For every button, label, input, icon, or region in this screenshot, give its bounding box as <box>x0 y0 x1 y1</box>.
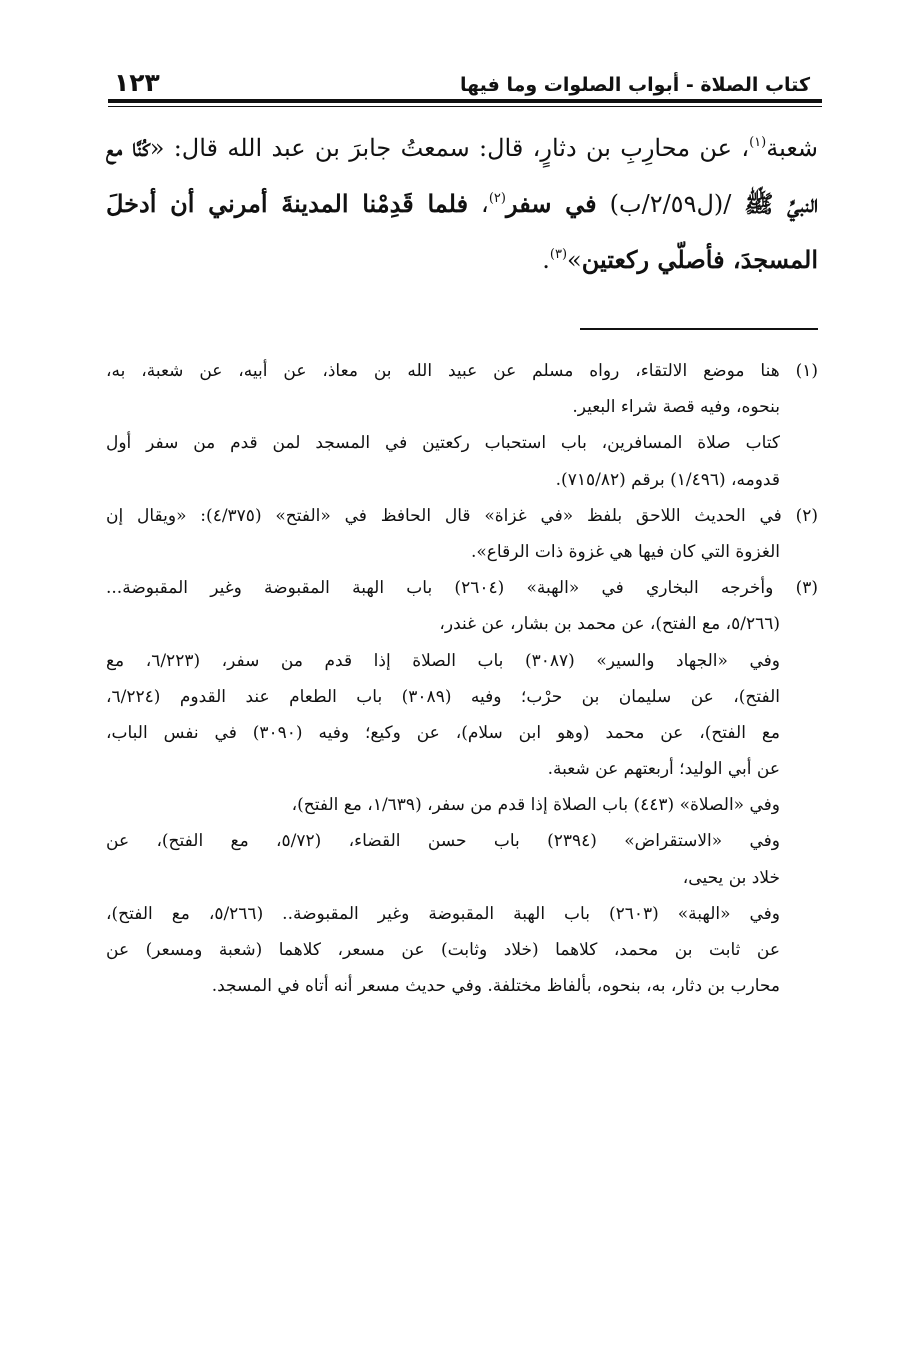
manuscript-ref: /(ل٢/٥٩/ب) <box>596 190 745 218</box>
footnote-line: عن أبي الوليد؛ أربعتهم عن شعبة. <box>547 759 780 780</box>
footnotes <box>106 353 818 1004</box>
text-segment: ، عن محارِبِ بن دثارٍ، قال: سمعتُ جابرَ بن عبد الله قال: « <box>149 134 750 162</box>
footnote-line: كتاب صلاة المسافرين، باب استحباب ركعتين في المسجد لمن قدم من سفر أول <box>106 433 780 454</box>
footnote-line: قدومه، (١/٤٩٦) برقم (٧١٥/٨٢). <box>555 469 780 490</box>
footnote-line: خلاد بن يحيى، <box>682 867 780 888</box>
header-rule-thin <box>108 106 822 107</box>
footnote-line: بنحوه، وفيه قصة شراء البعير. <box>572 397 780 418</box>
footnote-line: وفي «الجهاد والسير» (٣٠٨٧) باب الصلاة إذا قدم من سفر، (٦/٢٢٣، مع <box>106 650 780 671</box>
footnote-line: وفي «الهبة» (٢٦٠٣) باب الهبة المقبوضة وغير المقبوضة.. (٥/٢٦٦، مع الفتح)، <box>106 903 780 924</box>
footnote-ref-2: (٢) <box>488 191 506 206</box>
text-segment: » <box>567 246 582 274</box>
footnote-line: (١) هنا موضع الالتقاء، رواه مسلم عن عبيد الله بن معاذ، عن أبيه، عن شعبة، به، <box>106 361 818 381</box>
footnote-ref-1: (١) <box>749 135 767 150</box>
footnote-line: محارب بن دثار، به، بنحوه، بألفاظ مختلفة. وفي حديث مسعر أنه أتاه في المسجد. <box>211 976 780 997</box>
page-number: ١٢٣ <box>114 68 160 97</box>
text-segment: ، <box>468 190 489 218</box>
text-segment: . <box>542 246 550 274</box>
hadith-quote: فلما قَدِمْنا المدينةَ أمرني أن أدخلَ المسجدَ، فأصلّي ركعتين <box>106 189 818 274</box>
footnote-line: وفي «الصلاة» (٤٤٣) باب الصلاة إذا قدم من سفر، (١/٦٣٩، مع الفتح)، <box>291 795 780 816</box>
footnote-line: وفي «الاستقراض» (٢٣٩٤) باب حسن القضاء، (٥/٧٢، مع الفتح)، عن <box>106 831 780 852</box>
text-segment: شعبة <box>766 134 818 162</box>
hadith-quote: كُنَّا مع النبيِّ ﷺ <box>106 133 819 218</box>
footnote-line: الفتح)، عن سليمان بن حرْب؛ وفيه (٣٠٨٩) باب الطعام عند القدوم (٦/٢٢٤، <box>106 686 780 707</box>
hadith-quote: في سفر <box>505 189 597 218</box>
footnote-line: الغزوة التي كان فيها هي غزوة ذات الرقاع». <box>470 541 780 562</box>
footnote-line: مع الفتح)، عن محمد (وهو ابن سلام)، عن وكيع؛ وفيه (٣٠٩٠) في نفس الباب، <box>106 722 780 743</box>
running-title: كتاب الصلاة - أبواب الصلوات وما فيها <box>459 74 810 96</box>
header-rule-thick <box>108 99 822 103</box>
footnote-separator <box>580 328 818 330</box>
footnote-line: (٣) وأخرجه البخاري في «الهبة» (٢٦٠٤) باب الهبة المقبوضة وغير المقبوضة... <box>106 578 818 599</box>
footnote-line: عن ثابت بن محمد، كلاهما (خلاد وثابت) عن مسعر، كلاهما (شعبة ومسعر) عن <box>106 940 780 960</box>
footnote-ref-3: (٣) <box>549 247 568 262</box>
page-header <box>112 62 818 98</box>
hadith-text <box>106 120 818 288</box>
footnote-line: (٢) في الحديث اللاحق بلفظ «في غزاة» قال الحافظ في «الفتح» (٤/٣٧٥): «ويقال إن <box>106 505 818 526</box>
footnote-line: (٥/٢٦٦، مع الفتح)، عن محمد بن بشار، عن غندر، <box>439 614 780 635</box>
